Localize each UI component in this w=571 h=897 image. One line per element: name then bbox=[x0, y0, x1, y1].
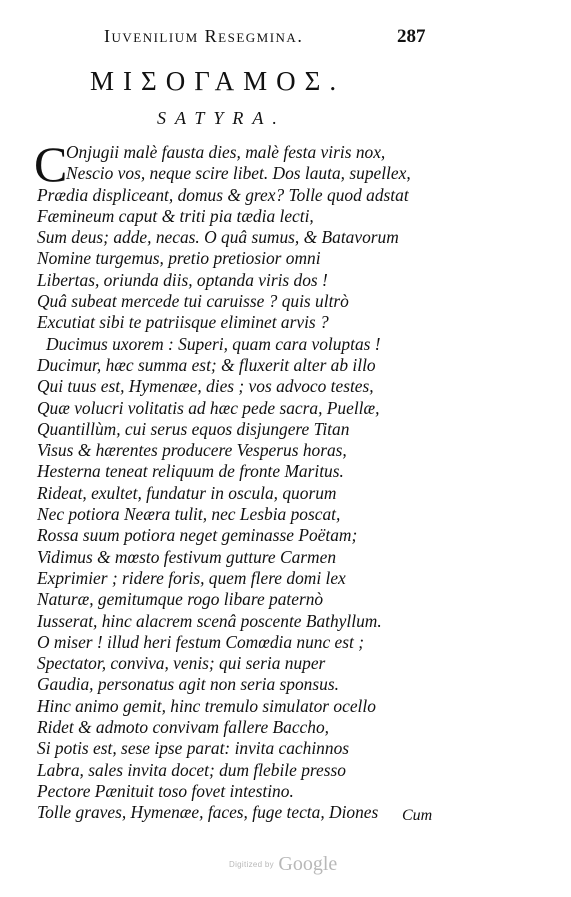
verse-line: Ducimus uxorem : Superi, quam cara voluptas ! bbox=[46, 333, 381, 354]
verse-line: Nescio vos, neque scire libet. Dos lauta, supellex, bbox=[66, 163, 411, 184]
verse-line: Fæmineum caput & triti pia tædia lecti, bbox=[37, 205, 314, 226]
verse-line: Prædia displiceant, domus & grex? Tolle quod adstat bbox=[37, 184, 409, 205]
verse-line: Quâ subeat mercede tui caruisse ? quis ultrò bbox=[37, 291, 349, 312]
verse-line: Onjugii malè fausta dies, malè festa viris nox, bbox=[66, 142, 386, 162]
verse-line: Nomine turgemus, pretio pretiosior omni bbox=[37, 248, 321, 269]
watermark-brand: Google bbox=[278, 853, 338, 875]
verse-line: Labra, sales invita docet; dum flebile presso bbox=[37, 759, 346, 780]
verse-line: Spectator, conviva, venis; qui seria nuper bbox=[37, 653, 326, 674]
verse-line: Tolle graves, Hymenæe, faces, fuge tecta, Diones bbox=[37, 802, 379, 823]
verse-line: Vidimus & mœsto festivum gutture Carmen bbox=[37, 546, 337, 567]
verse-line: Si potis est, sese ipse parat: invita cachinnos bbox=[37, 738, 350, 759]
poem-title: ΜΙΣΟΓΑΜΟΣ. bbox=[90, 66, 346, 96]
verse-line: Pectore Pænituit toso fovet intestino. bbox=[37, 780, 294, 801]
verse-line: Hinc animo gemit, hinc tremulo simulator ocello bbox=[37, 695, 376, 716]
running-title: Iuvenilium Resegmina. bbox=[104, 26, 304, 46]
verse-line: Libertas, oriunda diis, optanda viris dos ! bbox=[37, 269, 328, 290]
verse-line: Ridet & admoto convivam fallere Baccho, bbox=[37, 717, 330, 738]
catchword: Cum bbox=[402, 807, 433, 824]
verse-line: Quæ volucri volitatis ad hæc pede sacra, Puellæ, bbox=[37, 397, 380, 418]
verse-line: O miser ! illud heri festum Comœdia nunc est ; bbox=[37, 631, 365, 652]
verse-line: Visus & hærentes producere Vesperus horas, bbox=[37, 440, 347, 461]
digitized-watermark bbox=[229, 853, 337, 876]
verse-line: Rossa suum potiora neget geminasse Poëtam; bbox=[37, 525, 358, 546]
verse-line: Exprimier ; ridere foris, quem flere domi lex bbox=[37, 567, 346, 588]
verse-line: Hesterna teneat reliquum de fronte Maritus. bbox=[37, 461, 344, 482]
poem-subtitle: SATYRA. bbox=[157, 108, 286, 128]
verse-line: Iusserat, hinc alacrem scenâ poscente Bathyllum. bbox=[37, 610, 382, 631]
verse-line: Sum deus; adde, necas. O quâ sumus, & Batavorum bbox=[37, 227, 399, 248]
page-number: 287 bbox=[397, 26, 426, 47]
verse-line: Excutiat sibi te patriisque eliminet arvis ? bbox=[37, 312, 329, 333]
verse-line: Naturæ, gemitumque rogo libare paternò bbox=[37, 589, 324, 610]
verse-line: Rideat, exultet, fundatur in oscula, quorum bbox=[37, 482, 337, 503]
poem-verse bbox=[37, 142, 537, 824]
drop-cap: C bbox=[34, 136, 68, 192]
watermark-prefix: Digitized by bbox=[229, 860, 274, 869]
verse-line: Gaudia, personatus agit non seria sponsus. bbox=[37, 674, 339, 695]
verse-line: Nec potiora Neæra tulit, nec Lesbia poscat, bbox=[37, 504, 341, 525]
verse-line: Ducimur, hæc summa est; & fluxerit alter ab illo bbox=[37, 354, 376, 375]
verse-line: Quantillùm, cui serus equos disjungere Titan bbox=[37, 418, 350, 439]
verse-line: Qui tuus est, Hymenæe, dies ; vos advoco testes, bbox=[37, 376, 374, 397]
